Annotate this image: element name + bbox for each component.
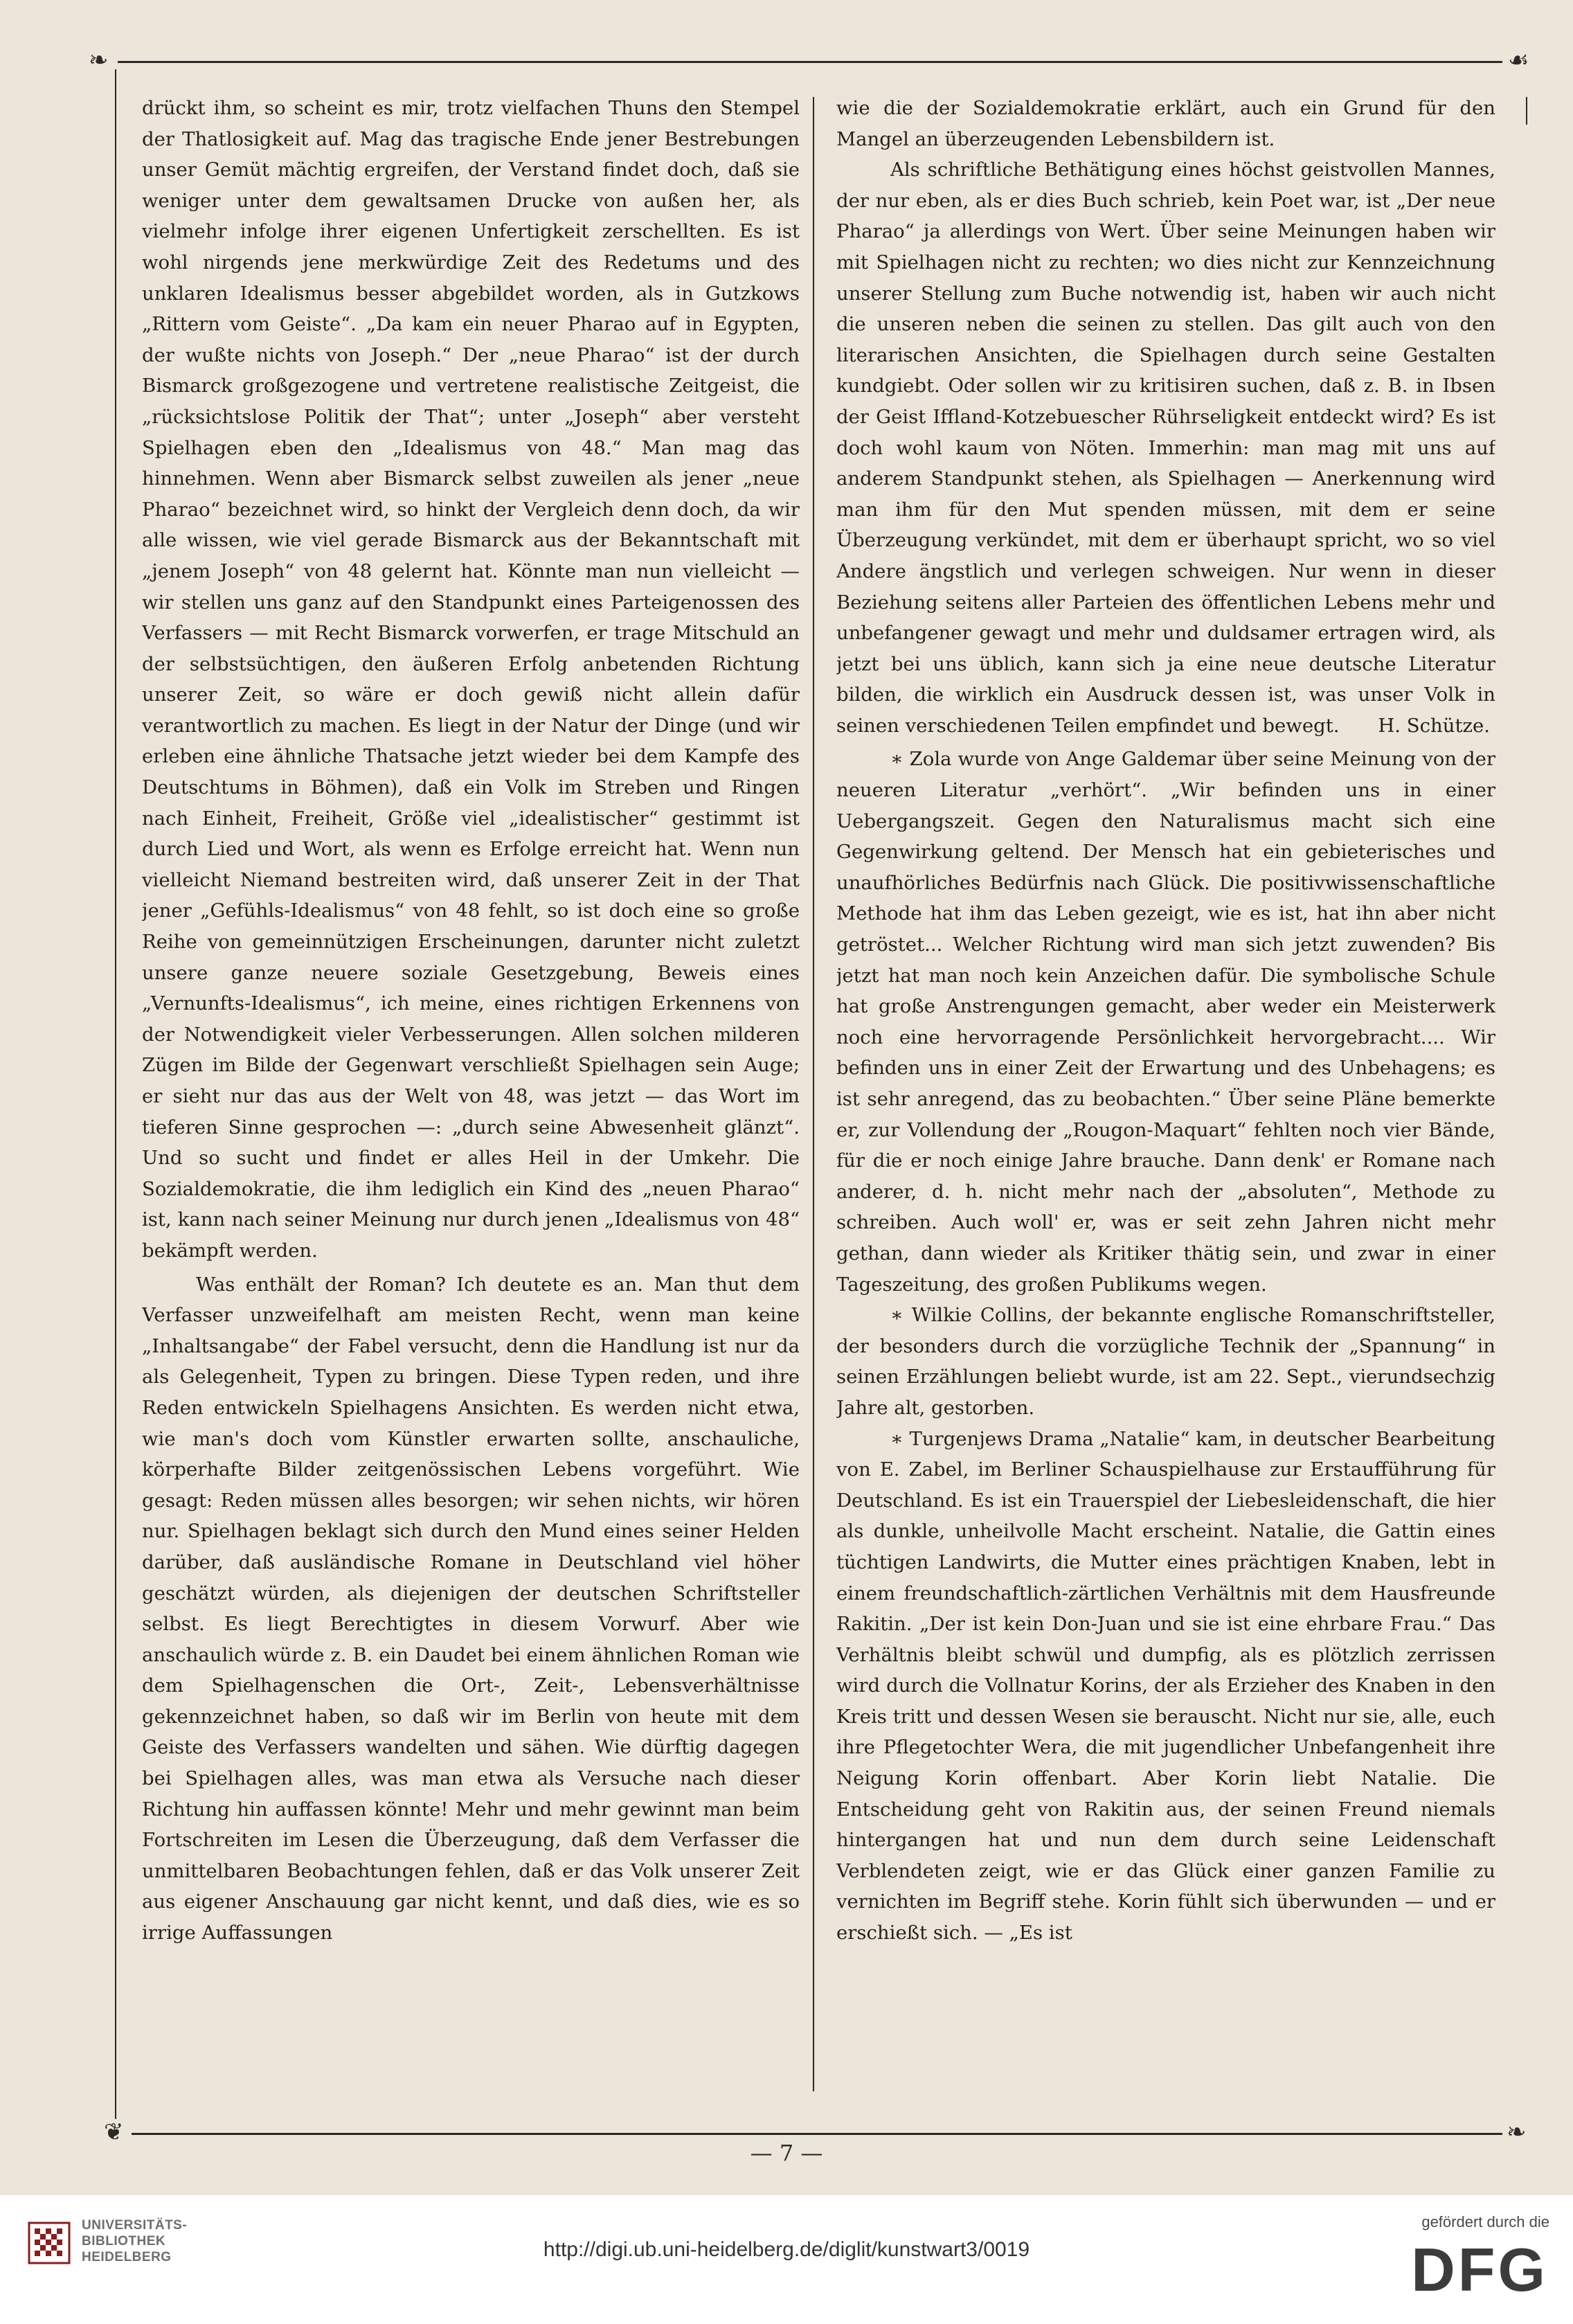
library-name-line: HEIDELBERG [82, 2250, 172, 2264]
left-vertical-rule [115, 69, 116, 2119]
library-name-line: BIBLIOTHEK [82, 2234, 166, 2249]
paragraph: Als schriftliche Bethätigung eines höchst geistvollen Mannes, der nur eben, als er dies Buch schrieb, kein Poet war, ist „Der neue Pharao“ ja allerdings von Wert. Über seine Meinungen haben wir mit Spielhagen nicht zu rechten; wo dies nicht zur Kennzeichnung unserer Stellung zum Buche notwendig ist, haben wir auch nicht die unseren neben die seinen zu stellen. Das gilt auch von den literarischen Ansichten, die Spielhagen durch seine Gestalten kundgiebt. Oder sollen wir zu kritisiren suchen, daß z. B. in Ibsen der Geist Iffland-Kotzebuescher Rührseligkeit entdeckt wird? Es ist doch wohl kaum von Nöten. Immerhin: man mag mit uns auf anderem Standpunkt stehen, als Spielhagen — Anerkennung wird man ihm für den Mut spenden müssen, mit dem er seine Überzeugung verkündet, mit dem er überhaupt spricht, wo so viel Andere ängstlich und verlegen schweigen. Nur wenn in dieser Beziehung seitens aller Parteien des öffentlichen Lebens mehr und unbefangener gewagt und mehr und duldsamer ertragen wird, als jetzt bei uns üblich, kann sich ja eine neue deutsche Literatur bilden, die wirklich ein Ausdruck dessen ist, was unser Volk in seinen verschiedenen Teilen empfindet und bewegt. [836, 159, 1495, 737]
digitization-footer [0, 2195, 1573, 2324]
sponsor-note: gefördert durch die [1421, 2213, 1549, 2231]
bottom-right-ornament: ❧ [1507, 2118, 1527, 2146]
library-name-line: UNIVERSITÄTS- [82, 2218, 188, 2233]
column-separator [813, 97, 814, 2091]
permalink-url[interactable]: http://digi.ub.uni-heidelberg.de/diglit/kunstwart3/0019 [543, 2238, 1030, 2261]
paragraph: wie die der Sozialdemokratie erklärt, auch ein Grund für den Mangel an überzeugenden Lebensbildern ist. [836, 97, 1495, 150]
right-edge-mark [1526, 97, 1527, 125]
dfg-logo: DFG [1411, 2235, 1548, 2304]
news-item: ∗ Zola wurde von Ange Galdemar über seine Meinung von der neueren Literatur „verhört“. „Wir befinden uns in einer Uebergangszeit. Gegen den Naturalismus macht sich eine Gegenwirkung geltend. Der Mensch hat ein gebieterisches und unaufhörliches Bedürfnis nach Glück. Die positivwissenschaftliche Methode hat ihm das Leben gezeigt, wie es ist, hat ihn aber nicht getröstet... Welcher Richtung wird man sich jetzt zuwenden? Bis jetzt hat man noch kein Anzeichen dafür. Die symbolische Schule hat große Anstrengungen gemacht, aber weder ein Meisterwerk noch eine hervorragende Persönlichkeit hervorgebracht.... Wir befinden uns in einer Zeit der Erwartung und des Unbehagens; es ist sehr anregend, das zu beobachten.“ Über seine Pläne bemerkte er, zur Vollendung der „Rougon-Maquart“ fehlten noch vier Bände, für die er noch einige Jahre brauche. Dann denk' er Romane nach anderer, d. h. nicht mehr nach der „absoluten“, Methode zu schreiben. Auch woll' er, was er seit zehn Jahren nicht mehr gethan, dann wieder als Kritiker thätig sein, und zwar in einer Tageszeitung, des großen Publikums wegen. [836, 748, 1495, 1296]
top-rule [118, 61, 1502, 63]
bottom-left-ornament: ❦ [104, 2118, 124, 2146]
left-column [142, 93, 800, 2094]
top-left-ornament: ❧ [89, 46, 109, 74]
top-right-ornament: ☙ [1508, 46, 1529, 74]
news-item: ∗ Turgenjews Drama „Natalie“ kam, in deutscher Bearbeitung von E. Zabel, im Berliner Schauspielhause zur Erstaufführung für Deutschland. Es ist ein Trauerspiel der Liebesleidenschaft, die hier als dunkle, unheilvolle Macht erscheint. Natalie, die Gattin eines tüchtigen Landwirts, die Mutter eines prächtigen Knaben, lebt in einem freundschaftlich-zärtlichen Verhältnis mit dem Hausfreunde Rakitin. „Der ist kein Don-Juan und sie ist eine ehrbare Frau.“ Das Verhältnis bleibt schwül und dumpfig, als es plötzlich zerrissen wird durch die Vollnatur Korins, der als Erzieher des Knaben in den Kreis tritt und dessen Wesen sie berauscht. Nicht nur sie, alle, euch ihre Pflegetochter Wera, die mit jugendlicher Unbefangenheit ihre Neigung Korin offenbart. Aber Korin liebt Natalie. Die Entscheidung geht von Rakitin aus, der seinen Freund niemals hintergangen hat und nun dem durch seine Leidenschaft Verblendeten zeigt, wie er das Glück einer ganzen Familie zu vernichten im Begriff stehe. Korin fühlt sich überwunden — und er erschießt sich. — „Es ist [836, 1427, 1495, 1945]
bottom-rule [132, 2133, 1502, 2135]
author-signature: H. Schütze. [1378, 714, 1490, 737]
paragraph: drückt ihm, so scheint es mir, trotz vielfachen Thuns den Stempel der Thatlosigkeit auf. Mag das tragische Ende jener Bestrebungen unser Gemüt mächtig ergreifen, der Verstand findet doch, daß sie weniger unter dem gewaltsamen Drucke von außen her, als vielmehr infolge ihrer eigenen Unfertigkeit zerschellten. Es ist wohl nirgends jene merkwürdige Zeit des Redetums und des unklaren Idealismus besser abgebildet worden, als in Gutzkows „Rittern vom Geiste“. „Da kam ein neuer Pharao auf in Egypten, der wußte nichts von Joseph.“ Der „neue Pharao“ ist der durch Bismarck großgezogene und vertretene realistische Zeitgeist, die „rücksichtslose Politik der That“; unter „Joseph“ aber versteht Spielhagen eben den „Idealismus von 48.“ Man mag das hinnehmen. Wenn aber Bismarck selbst zuweilen als jener „neue Pharao“ bezeichnet wird, so hinkt der Vergleich denn doch, da wir alle wissen, wie viel gerade Bismarck aus der Bekanntschaft mit „jenem Joseph“ von 48 gelernt hat. Könnte man nun vielleicht — wir stellen uns ganz auf den Standpunkt eines Parteigenossen des Verfassers — mit Recht Bismarck vorwerfen, er trage Mitschuld an der selbstsüchtigen, den äußeren Erfolg anbetenden Richtung unserer Zeit, so wäre er doch gewiß nicht allein dafür verantwortlich zu machen. Es liegt in der Natur der Dinge (und wir erleben eine ähnliche Thatsache jetzt wieder bei dem Kampfe des Deutschtums in Böhmen), daß ein Volk im Streben und Ringen nach Einheit, Freiheit, Größe viel „idealistischer“ gestimmt ist durch Lied und Wort, als wenn es Erfolge erreicht hat. Wenn nun vielleicht Niemand bestreiten wird, daß unserer Zeit in der That jener „Gefühls-Idealismus“ von 48 fehlt, so ist doch eine so große Reihe von gemeinnützigen Erscheinungen, darunter nicht zuletzt unsere ganze neuere soziale Gesetzgebung, Beweis eines „Vernunfts-Idealismus“, ich meine, eines richtigen Erkennens von der Notwendigkeit vieler Verbesserungen. Allen solchen milderen Zügen im Bilde der Gegenwart verschließt Spielhagen sein Auge; er sieht nur das aus der Welt von 48, was jetzt — das Wort im tieferen Sinne gesprochen —: „durch seine Abwesenheit glänzt“. Und so sucht und findet er alles Heil in der Umkehr. Die Sozialdemokratie, die ihm lediglich ein Kind des „neuen Pharao“ ist, kann nach seiner Meinung nur durch jenen „Idealismus von 48“ bekämpft werden. [142, 97, 800, 1262]
page-number: — 7 — [750, 2140, 823, 2166]
news-item: ∗ Wilkie Collins, der bekannte englische Romanschriftsteller, der besonders durch die vorzügliche Technik der „Spannung“ in seinen Erzählungen beliebt wurde, ist am 22. Sept., vierundsechzig Jahre alt, gestorben. [836, 1304, 1495, 1419]
paragraph: Was enthält der Roman? Ich deutete es an. Man thut dem Verfasser unzweifelhaft am meisten Recht, wenn man keine „Inhaltsangabe“ der Fabel versucht, denn die Handlung ist nur da als Gelegenheit, Typen zu bringen. Diese Typen reden, und ihre Reden entwickeln Spielhagens Ansichten. Es werden nicht etwa, wie man's doch vom Künstler erwarten sollte, anschauliche, körperhafte Bilder zeitgenössischen Lebens vorgeführt. Wie gesagt: Reden müssen alles besorgen; wir sehen nichts, wir hören nur. Spielhagen beklagt sich durch den Mund eines seiner Helden darüber, daß ausländische Romane in Deutschland viel höher geschätzt würden, als diejenigen der deutschen Schriftsteller selbst. Es liegt Berechtigtes in diesem Vorwurf. Aber wie anschaulich würde z. B. ein Daudet bei einem ähnlichen Roman wie dem Spielhagenschen die Ort-, Zeit-, Lebensverhältnisse gekennzeichnet haben, so daß wir im Berlin von heute mit dem Geiste des Verfassers wandelten und sähen. Wie dürftig dagegen bei Spielhagen alles, was man etwa als Versuche nach dieser Richtung hin auffassen könnte! Mehr und mehr gewinnt man beim Fortschreiten im Lesen die Überzeugung, daß dem Verfasser die unmittelbaren Beobachtungen fehlen, daß er das Volk unserer Zeit aus eigener Anschauung gar nicht kennt, und daß dies, wie es so irrige Auffassungen [142, 1273, 800, 1945]
right-column [836, 93, 1495, 2094]
